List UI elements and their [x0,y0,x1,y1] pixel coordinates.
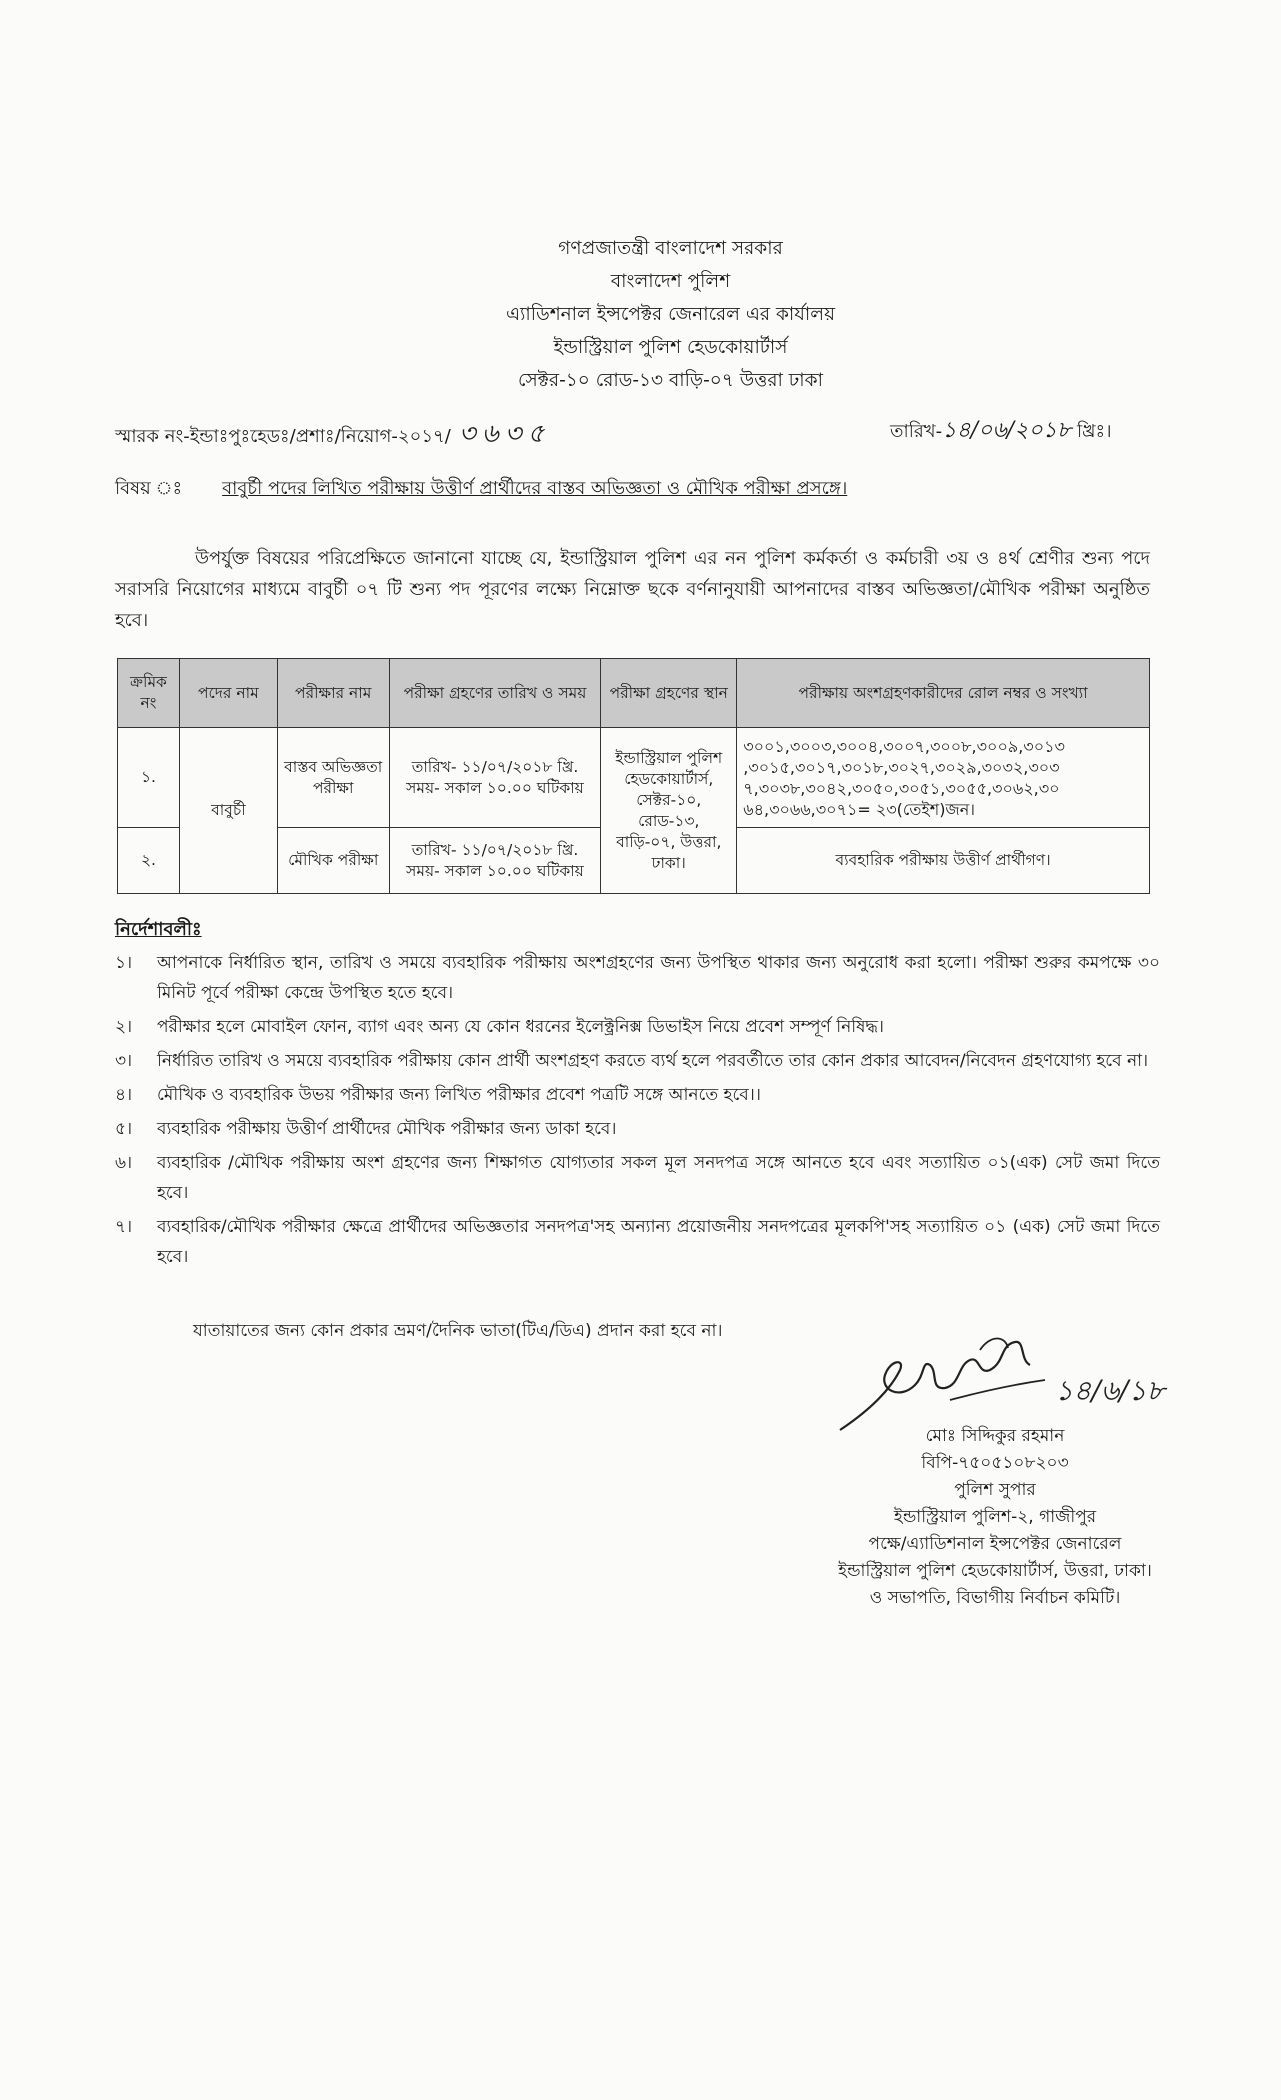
item-number: ২। [115,1017,133,1037]
signatory-block [780,1423,1210,1612]
item-text: ব্যবহারিক /মৌখিক পরীক্ষায় অংশ গ্রহণের জন্য শিক্ষাগত যোগ্যতার সকল মূল সনদপত্র সঙ্গে আনতে হবে এবং সত্যায়িত ০১(এক) সেট জমা দিতে হবে। [157,1153,1160,1203]
signature-date: ১৪/৬/১৮ [1055,1374,1165,1407]
th-date-time: পরীক্ষা গ্রহণের তারিখ ও সময় [389,659,601,728]
th-roll-numbers: পরীক্ষায় অংশগ্রহণকারীদের রোল নম্বর ও সংখ্যা [737,659,1150,728]
signatory-rank: পুলিশ সুপার [954,1480,1036,1500]
header-office: এ্যাডিশনাল ইন্সপেক্টর জেনারেল এর কার্যালয় [505,304,835,325]
letterhead [0,232,1281,397]
item-number: ৫। [115,1119,133,1139]
list-item [115,1114,1160,1144]
date-handwritten: ১৪/০৬/২০১৮ [942,418,1072,443]
header-government: গণপ্রজাতন্ত্রী বাংলাদেশ সরকার [558,238,783,259]
cell-roll-numbers: ব্যবহারিক পরীক্ষায় উত্তীর্ণ প্রার্থীগণ। [737,828,1150,894]
list-item [115,948,1160,1008]
signatory-office: ইন্ডাস্ট্রিয়াল পুলিশ হেডকোয়ার্টার্স, উত্তরা, ঢাকা। [838,1561,1152,1581]
cell-date-time [389,728,601,828]
cell-serial: ১. [118,728,180,828]
allowance-note: যাতায়াতের জন্য কোন প্রকার ভ্রমণ/দৈনিক ভাতা(টিএ/ডিএ) প্রদান করা হবে না। [193,1321,723,1341]
subject-label: বিষয় ঃ [115,478,183,499]
cell-date: তারিখ- ১১/০৭/২০১৮ খ্রি. [411,840,579,859]
th-post: পদের নাম [179,659,277,728]
item-number: ৬। [115,1153,133,1173]
cell-roll-numbers: ৩০০১,৩০০৩,৩০০৪,৩০০৭,৩০০৮,৩০০৯,৩০১৩ ,৩০১৫,৩০১৭,৩০১৮,৩০২৭,৩০২৯,৩০৩২,৩০৩ ৭,৩০৩৮,৩০৪২,৩০৫০,৩০৫১,৩০৫৫,৩০৬২,৩০ ৬৪,৩০৬৬,৩০৭১= ২৩(তেইশ)জন। [737,728,1150,828]
cell-exam-name: মৌখিক পরীক্ষা [277,828,389,894]
item-text: ব্যবহারিক/মৌখিক পরীক্ষার ক্ষেত্রে প্রার্থীদের অভিজ্ঞতার সনদপত্র'সহ অন্যান্য প্রয়োজনীয় সনদপত্রের মূলকপি'সহ সত্যায়িত ০১ (এক) সেট জমা দিতে হবে। [157,1217,1160,1267]
signatory-bp: বিপি-৭৫০৫১০৮২০৩ [921,1453,1069,1473]
item-text: ব্যবহারিক পরীক্ষায় উত্তীর্ণ প্রার্থীদের মৌখিক পরীক্ষার জন্য ডাকা হবে। [157,1119,617,1139]
memo-number [115,413,550,457]
th-venue: পরীক্ষা গ্রহণের স্থান [601,659,737,728]
cell-post: বাবুর্চী [179,728,277,894]
list-item [115,1080,1160,1110]
signatory-name: মোঃ সিদ্দিকুর রহমান [925,1426,1065,1446]
cell-venue: ইন্ডাস্ট্রিয়াল পুলিশ হেডকোয়ার্টার্স, সেক্টর-১০, রোড-১৩, বাড়ি-০৭, উত্তরা, ঢাকা। [601,728,737,894]
list-item [115,1212,1160,1272]
cell-exam-name: বাস্তব অভিজ্ঞতা পরীক্ষা [277,728,389,828]
subject-text: বাবুর্চী পদের লিখিত পরীক্ষায় উত্তীর্ণ প্রার্থীদের বাস্তব অভিজ্ঞতা ও মৌখিক পরীক্ষা প্রসঙ্গে। [222,478,848,499]
signatory-on-behalf: পক্ষে/এ্যাডিশনাল ইন্সপেক্টর জেনারেল [868,1534,1122,1554]
cell-serial: ২. [118,828,180,894]
cell-time: সময়- সকাল ১০.০০ ঘটিকায় [406,778,584,797]
table-row [118,728,1150,828]
letter-date [890,413,1112,450]
header-address: সেক্টর-১০ রোড-১৩ বাড়ি-০৭ উত্তরা ঢাকা [518,370,823,391]
item-number: ৭। [115,1217,133,1237]
cell-date-time [389,828,601,894]
date-prefix: তারিখ- [890,421,943,442]
cell-date: তারিখ- ১১/০৭/২০১৮ খ্রি. [411,757,579,776]
list-item [115,1012,1160,1042]
th-exam-name: পরীক্ষার নাম [277,659,389,728]
header-hq: ইন্ডাস্ট্রিয়াল পুলিশ হেডকোয়ার্টার্স [553,337,788,358]
item-number: ১। [115,953,133,973]
item-number: ৪। [115,1085,133,1105]
signatory-chair: ও সভাপতি, বিভাগীয় নির্বাচন কমিটি। [869,1588,1121,1608]
item-text: পরীক্ষার হলে মোবাইল ফোন, ব্যাগ এবং অন্য যে কোন ধরনের ইলেক্ট্রনিক্স ডিভাইস নিয়ে প্রবেশ সম্পূর্ণ নিষিদ্ধ। [157,1017,885,1037]
signatory-unit: ইন্ডাস্ট্রিয়াল পুলিশ-২, গাজীপুর [893,1507,1097,1527]
item-number: ৩। [115,1051,133,1071]
directives-list [115,948,1160,1276]
table-header-row [118,659,1150,728]
date-suffix: খ্রিঃ। [1071,421,1112,442]
item-text: আপনাকে নির্ধারিত স্থান, তারিখ ও সময়ে ব্যবহারিক পরীক্ষায় অংশগ্রহণের জন্য উপস্থিত থাকার জন্য অনুরোধ করা হলো। পরীক্ষা শুরুর কমপক্ষে ৩০ মিনিট পূর্বে পরীক্ষা কেন্দ্রে উপস্থিত হতে হবে। [157,953,1160,1003]
memo-handwritten-number: ৩৬৩৫ [458,419,551,449]
header-police: বাংলাদেশ পুলিশ [610,271,731,292]
cell-time: সময়- সকাল ১০.০০ ঘটিকায় [406,861,584,880]
directives-title: নির্দেশাবলীঃ [115,919,202,940]
list-item [115,1148,1160,1208]
th-serial: ক্রমিক নং [118,659,180,728]
item-text: নির্ধারিত তারিখ ও সময়ে ব্যবহারিক পরীক্ষায় কোন প্রার্থী অংশগ্রহণ করতে ব্যর্থ হলে পরবর্তীতে তার কোন প্রকার আবেদন/নিবেদন গ্রহণযোগ্য হবে না। [157,1051,1149,1071]
memo-prefix: স্মারক নং-ইন্ডাঃপুঃহেডঃ/প্রশাঃ/নিয়োগ-২০১৭/ [115,426,451,447]
body-paragraph: উপর্যুক্ত বিষয়ের পরিপ্রেক্ষিতে জানানো যাচ্ছে যে, ইন্ডাস্ট্রিয়াল পুলিশ এর নন পুলিশ কর্মকর্তা ও কর্মচারী ৩য় ও ৪র্থ শ্রেণীর শুন্য পদে সরাসরি নিয়োগের মাধ্যমে বাবুর্চী ০৭ টি শুন্য পদ পূরণের লক্ষ্যে নিম্নোক্ত ছকে বর্ণনানুযায়ী আপনাদের বাস্তব অভিজ্ঞতা/মৌখিক পরীক্ষা অনুষ্ঠিত হবে। [115,548,1150,631]
subject-line [115,474,847,505]
list-item [115,1046,1160,1076]
exam-schedule-table [117,658,1150,894]
item-text: মৌখিক ও ব্যবহারিক উভয় পরীক্ষার জন্য লিখিত পরীক্ষার প্রবেশ পত্রটি সঙ্গে আনতে হবে।। [157,1085,761,1105]
